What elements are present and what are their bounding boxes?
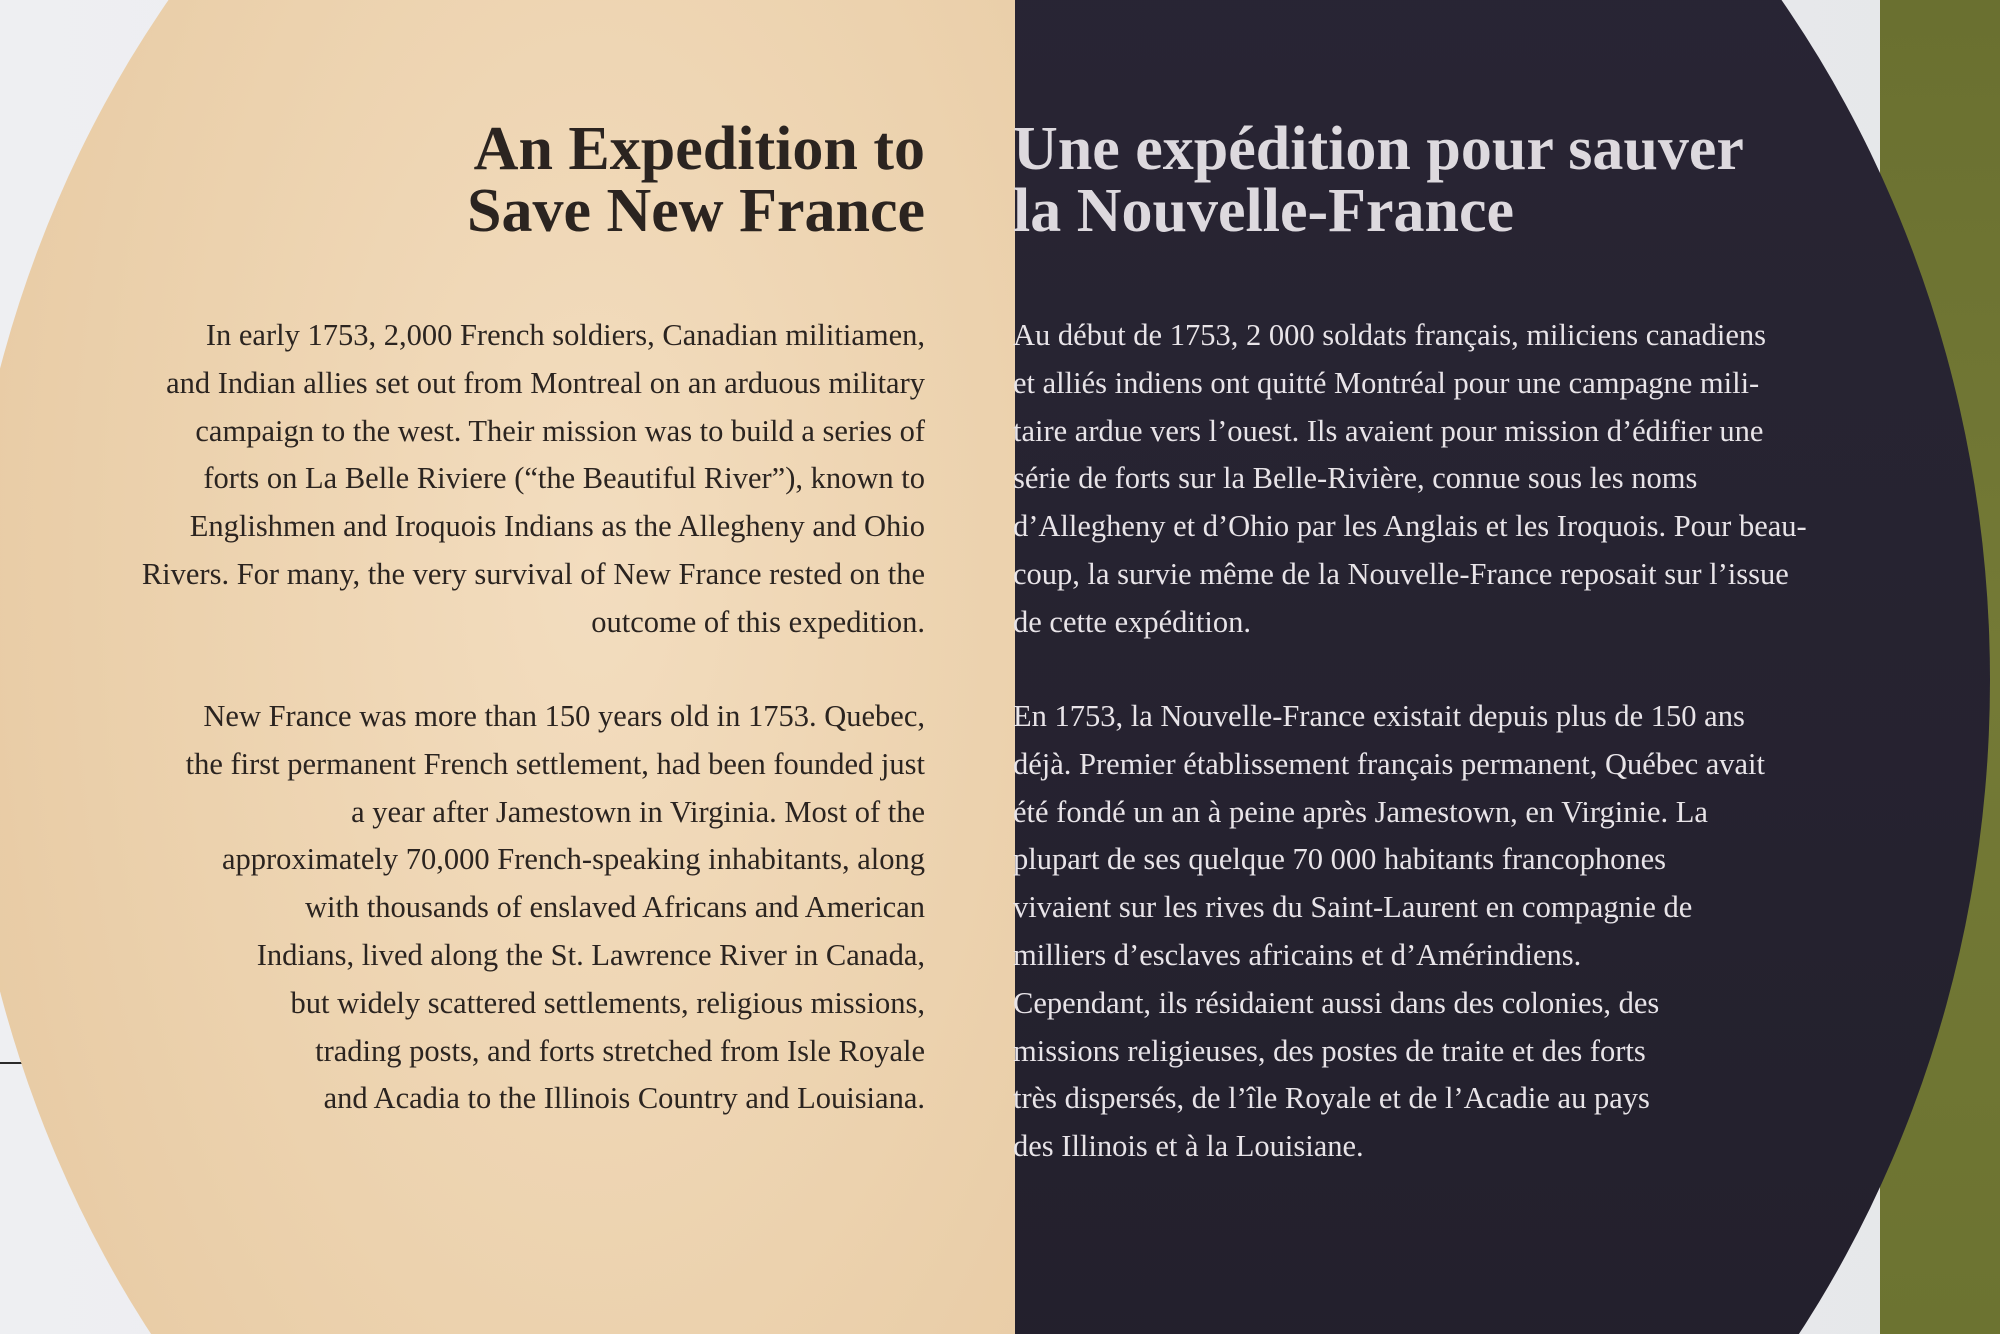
text-line: plupart de ses quelque 70 000 habitants francophones	[1013, 842, 1667, 877]
text-line: missions religieuses, des postes de traite et des forts	[1013, 1033, 1646, 1068]
text-line: with thousands of enslaved Africans and American	[304, 890, 925, 925]
text-line: déjà. Premier établissement français permanent, Québec avait	[1013, 746, 1766, 781]
text-line: très dispersés, de l’île Royale et de l’Acadie au pays	[1013, 1081, 1650, 1116]
text-line: série de forts sur la Belle-Rivière, connue sous les noms	[1013, 461, 1698, 496]
text-line: Englishmen and Iroquois Indians as the Allegheny and Ohio	[189, 509, 925, 544]
text-line: milliers d’esclaves africains et d’Amérindiens.	[1013, 937, 1582, 972]
text-line: a year after Jamestown in Virginia. Most of the	[351, 794, 925, 829]
text-line: outcome of this expedition.	[591, 604, 925, 639]
text-line: but widely scattered settlements, religious missions,	[290, 985, 925, 1020]
french-paragraph-1	[1013, 312, 1918, 647]
text-line: taire ardue vers l’ouest. Ils avaient pour mission d’édifier une	[1013, 413, 1764, 448]
text-line: et alliés indiens ont quitté Montréal pour une campagne mili-	[1013, 365, 1760, 400]
text-line: En 1753, la Nouvelle-France existait depuis plus de 150 ans	[1013, 699, 1745, 733]
text-line: approximately 70,000 French-speaking inhabitants, along	[221, 842, 925, 877]
english-paragraph-2	[0, 693, 925, 1123]
text-line: the first permanent French settlement, had been founded just	[185, 746, 925, 781]
text-line: forts on La Belle Riviere (“the Beautiful River”), known to	[203, 461, 925, 496]
text-line: de cette expédition.	[1013, 604, 1251, 639]
text-line: Au début de 1753, 2 000 soldats français, miliciens canadiens	[1013, 318, 1766, 352]
text-line: campaign to the west. Their mission was to build a series of	[195, 413, 925, 448]
text-line: trading posts, and forts stretched from Isle Royale	[315, 1033, 925, 1068]
french-title: Une expédition pour sauver la Nouvelle-France	[1013, 115, 1744, 245]
text-line: Cependant, ils résidaient aussi dans des colonies, des	[1013, 985, 1660, 1020]
text-line: and Indian allies set out from Montreal on an arduous military	[166, 365, 925, 400]
english-paragraph-1	[0, 312, 925, 647]
text-line: Rivers. For many, the very survival of New France rested on the	[141, 556, 925, 591]
text-line: In early 1753, 2,000 French soldiers, Canadian militiamen,	[205, 318, 925, 352]
text-line: coup, la survie même de la Nouvelle-France reposait sur l’issue	[1013, 556, 1789, 591]
text-line: and Acadia to the Illinois Country and Louisiana.	[323, 1081, 925, 1116]
text-line: New France was more than 150 years old in 1753. Quebec,	[203, 699, 925, 733]
french-paragraph-2	[1013, 693, 1918, 1171]
text-line: été fondé un an à peine après Jamestown, en Virginie. La	[1013, 794, 1708, 829]
text-line: des Illinois et à la Louisiane.	[1013, 1129, 1364, 1164]
english-title: An Expedition to Save New France	[467, 115, 925, 245]
text-line: Indians, lived along the St. Lawrence River in Canada,	[256, 937, 925, 972]
text-line: d’Allegheny et d’Ohio par les Anglais et les Iroquois. Pour beau-	[1013, 509, 1807, 544]
text-line: vivaient sur les rives du Saint-Laurent en compagnie de	[1013, 890, 1693, 925]
